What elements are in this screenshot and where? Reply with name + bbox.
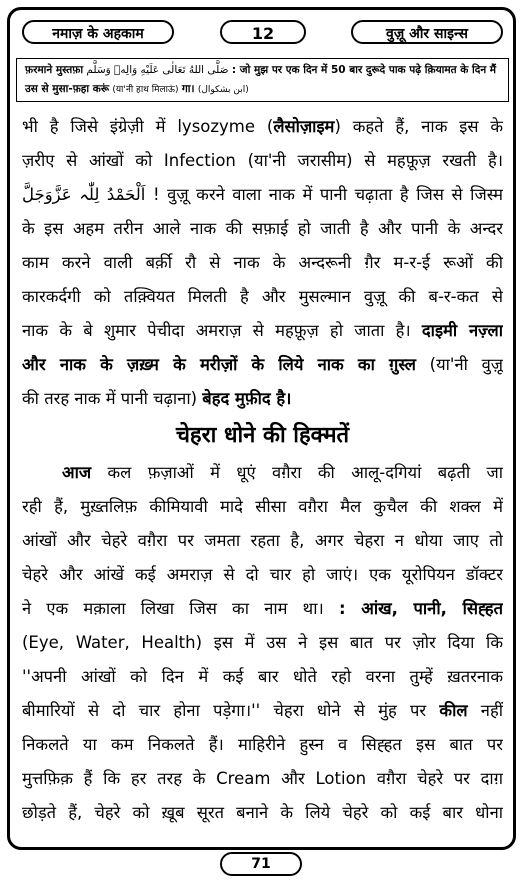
text-line bbox=[22, 728, 503, 762]
bold-text: बेहद मुफ़ीद है। bbox=[202, 389, 292, 408]
book-title-badge: नमाज़ के अहकाम bbox=[22, 20, 174, 44]
hadith-box bbox=[16, 58, 509, 102]
paragraph-face bbox=[22, 456, 503, 830]
text-segment: रही हैं, मुख़्तलिफ़ कीमियावी मादे सीसा वग़ैरा मैल कुचैल की शक्ल में bbox=[22, 497, 503, 516]
text-segment: ) कहते हैं, नाक इस के bbox=[334, 117, 503, 136]
body-text bbox=[22, 110, 503, 830]
paragraph-nose bbox=[22, 110, 503, 416]
text-segment: बीमारियों से दो चार होना पड़ेगा।'' चेहरा धोने से मुंह पर bbox=[22, 701, 440, 720]
text-line bbox=[22, 246, 503, 280]
text-line bbox=[22, 456, 503, 490]
text-line bbox=[22, 382, 503, 416]
text-line bbox=[22, 348, 503, 382]
text-line bbox=[22, 280, 503, 314]
text-line bbox=[22, 314, 503, 348]
text-segment: कल फ़ज़ाओं में धूएं वग़ैरा की आलू-दगियां बढ़ती जा bbox=[91, 463, 503, 482]
hadith-text-2: उस से मुसा-फ़हा करूं bbox=[25, 83, 109, 95]
text-segment: चेहरे और आंखें कई अमराज़ से दो चार हो जाएं। एक यूरोपियन डॉक्टर bbox=[22, 565, 503, 584]
text-line bbox=[22, 660, 503, 694]
text-segment: मुत्तफ़िक़ हैं कि हर तरह के Cream और Lotion वग़ैरा चेहरे पर दाग़ bbox=[22, 769, 503, 788]
hadith-text-2-end: गा। bbox=[181, 83, 195, 95]
text-segment: ने एक मक़ाला लिखा जिस का नाम था। bbox=[22, 599, 339, 618]
page-header bbox=[22, 20, 503, 46]
text-segment: ''अपनी आंखों को दिन में कई बार धोते रहो वरना तुम्हें ख़तरनाक bbox=[22, 667, 503, 686]
text-line bbox=[22, 694, 503, 728]
text-segment: اَلْحَمْدُ لِلّٰہ عَزَّوَجَلَّ ! वुज़ू करने वाला नाक में पानी चढ़ाता है जिस से जिस्म bbox=[22, 185, 503, 204]
text-segment: ज़रीए से आंखों को Infection (या'नी जरासीम) से महफ़ूज़ रखती है। bbox=[22, 151, 503, 170]
text-segment: कारकर्दगी को तक़्वियत मिलती है और मुसल्मान वुज़ू की ब-र-कत से bbox=[22, 287, 503, 306]
text-segment: आंखों और चेहरे वग़ैरा पर जमता रहता है, अगर चेहरा न धोया जाए तो bbox=[22, 531, 503, 550]
text-line bbox=[22, 178, 503, 212]
text-line bbox=[22, 212, 503, 246]
text-segment: नाक के बे शुमार पेचीदा अमराज़ से महफ़ूज़ हो जाता है। bbox=[22, 321, 422, 340]
chapter-title-badge: वुज़ू और साइन्स bbox=[351, 20, 503, 44]
text-line bbox=[22, 490, 503, 524]
hadith-label: फ़रमाने मुस्तफ़ा bbox=[25, 64, 84, 76]
bold-text: आज bbox=[62, 463, 92, 482]
text-line bbox=[22, 796, 503, 830]
bold-text: और नाक के ज़ख़्म के मरीज़ों के लिये नाक का ग़ुस्ल bbox=[22, 355, 416, 374]
text-line bbox=[22, 558, 503, 592]
text-line bbox=[22, 144, 503, 178]
text-segment: की तरह नाक में पानी चढ़ाना) bbox=[22, 389, 203, 408]
text-segment: नहीं bbox=[467, 701, 503, 720]
text-segment: निकलते या कम निकलते हैं। माहिरीने हुस्न व सिह्हत इस बात पर bbox=[22, 735, 503, 754]
text-line bbox=[22, 524, 503, 558]
bold-text: : आंख, पानी, सिह्हत bbox=[338, 599, 503, 618]
page-number-badge: 12 bbox=[220, 20, 306, 44]
text-line bbox=[22, 110, 503, 144]
text-segment: के इस अहम तरीन आले नाक की सफ़ाई हो जाती है और पानी के अन्दर bbox=[22, 219, 503, 238]
hadith-source: (ابن بشكوال) bbox=[197, 85, 249, 95]
text-segment: काम करने वाली बर्क़ी रौ से नाक के अन्दरूनी ग़ैर म-र-ई रूओं की bbox=[22, 253, 503, 272]
hadith-text-1: : जो मुझ पर एक दिन में 50 बार दुरूदे पाक पढ़े क़ियामत के दिन मैं bbox=[231, 64, 497, 76]
text-line bbox=[22, 626, 503, 660]
text-segment: भी है जिसे इंग्रेज़ी में lysozyme ( bbox=[22, 117, 274, 136]
text-segment: (Eye, Water, Health) इस में उस ने इस बात पर ज़ोर दिया कि bbox=[22, 633, 503, 652]
text-line bbox=[22, 592, 503, 626]
text-segment: छोड़ते हैं, चेहरे को ख़ूब सूरत बनाने के लिये चेहरे को कई बार धोना bbox=[22, 803, 503, 822]
hadith-salutation: صَلَّى اللهُ تَعَالٰى عَلَيْهِ وَالِهٖ وَسَلَّم bbox=[86, 64, 229, 76]
footer-page-number: 71 bbox=[220, 852, 302, 876]
text-line bbox=[22, 762, 503, 796]
bold-text: दाइमी नज़्ला bbox=[421, 321, 503, 340]
bold-text: लैसोज़ाइम bbox=[273, 117, 335, 136]
hadith-line-2 bbox=[25, 80, 500, 100]
text-segment: (या'नी वुज़ू bbox=[415, 355, 503, 374]
hadith-line-1 bbox=[25, 61, 500, 80]
hadith-note: (या'नी हाथ मिलाऊं) bbox=[112, 85, 179, 95]
bold-text: कील bbox=[439, 701, 468, 720]
section-heading: चेहरा धोने की हिक्मतें bbox=[175, 423, 350, 448]
